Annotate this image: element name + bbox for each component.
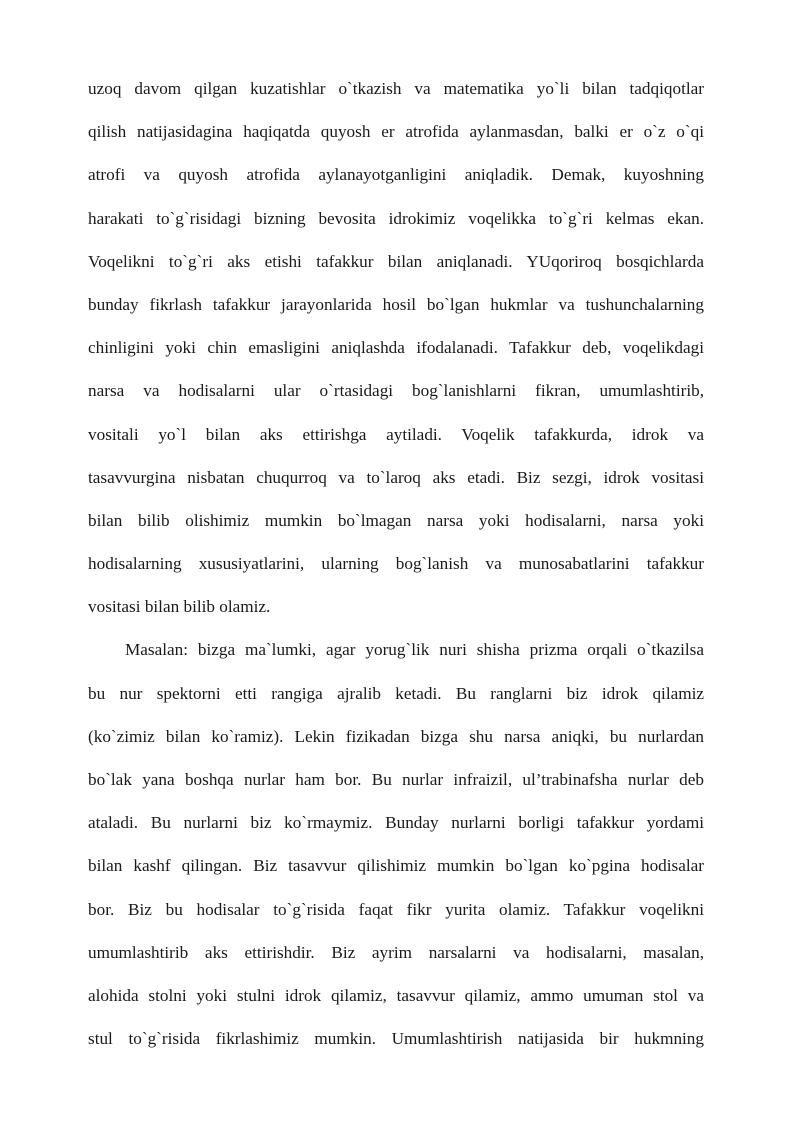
paragraph [88,72,704,633]
text-line: bo`lak yana boshqa nurlar ham bor. Bu nurlar infraizil, ul’trabinafsha nurlar deb [88,770,704,789]
text-line: tasavvurgina nisbatan chuqurroq va to`laroq aks etadi. Biz sezgi, idrok vositasi [88,467,704,487]
text-line: vositali yo`l bilan aks ettirishga aytiladi. Voqelik tafakkurda, idrok va [88,424,704,444]
text-line: Voqelikni to`g`ri aks etishi tafakkur bilan aniqlanadi. YUqoriroq bosqichlarda [88,251,704,271]
text-line: bor. Biz bu hodisalar to`g`risida faqat fikr yurita olamiz. Tafakkur voqelikni [88,899,704,919]
text-line: bunday fikrlash tafakkur jarayonlarida hosil bo`lgan hukmlar va tushunchalarning [88,294,704,314]
text-line: uzoq davom qilgan kuzatishlar o`tkazish va matematika yo`li bilan tadqiqotlar [88,79,704,98]
text-line: (ko`zimiz bilan ko`ramiz). Lekin fizikadan bizga shu narsa aniqki, bu nurlardan [88,726,704,746]
text-line: stul to`g`risida fikrlashimiz mumkin. Umumlashtirish natijasida bir hukmning [88,1029,704,1049]
text-line: qilish natijasidagina haqiqatda quyosh er atrofida aylanmasdan, balki er o`z o`qi [88,122,704,142]
text-line: bilan kashf qilingan. Biz tasavvur qilishimiz mumkin bo`lgan ko`pgina hodisalar [88,856,704,876]
text-line: narsa va hodisalarni ular o`rtasidagi bog`lanishlarni fikran, umumlashtirib, [88,381,704,401]
body-text [88,72,704,1065]
text-line: atrofi va quyosh atrofida aylanayotganligini aniqladik. Demak, kuyoshning [88,165,704,185]
text-line: bilan bilib olishimiz mumkin bo`lmagan narsa yoki hodisalarni, narsa yoki [88,510,704,530]
text-line: hodisalarning xususiyatlarini, ularning bog`lanish va munosabatlarini tafakkur [88,554,704,574]
paragraph [88,633,704,1065]
text-line: harakati to`g`risidagi bizning bevosita idrokimiz voqelikka to`g`ri kelmas ekan. [88,208,704,228]
text-line: ataladi. Bu nurlarni biz ko`rmaymiz. Bunday nurlarni borligi tafakkur yordami [88,813,704,833]
text-line: alohida stolni yoki stulni idrok qilamiz, tasavvur qilamiz, ammo umuman stol va [88,985,704,1005]
text-line: vositasi bilan bilib olamiz. [88,597,271,617]
text-line: Masalan: bizga ma`lumki, agar yorug`lik nuri shisha prizma orqali o`tkazilsa [125,640,704,660]
text-line: bu nur spektorni etti rangiga ajralib ketadi. Bu ranglarni biz idrok qilamiz [88,683,704,703]
text-line: umumlashtirib aks ettirishdir. Biz ayrim narsalarni va hodisalarni, masalan, [88,942,704,962]
text-line: chinligini yoki chin emasligini aniqlashda ifodalanadi. Tafakkur deb, voqelikdagi [88,338,704,358]
